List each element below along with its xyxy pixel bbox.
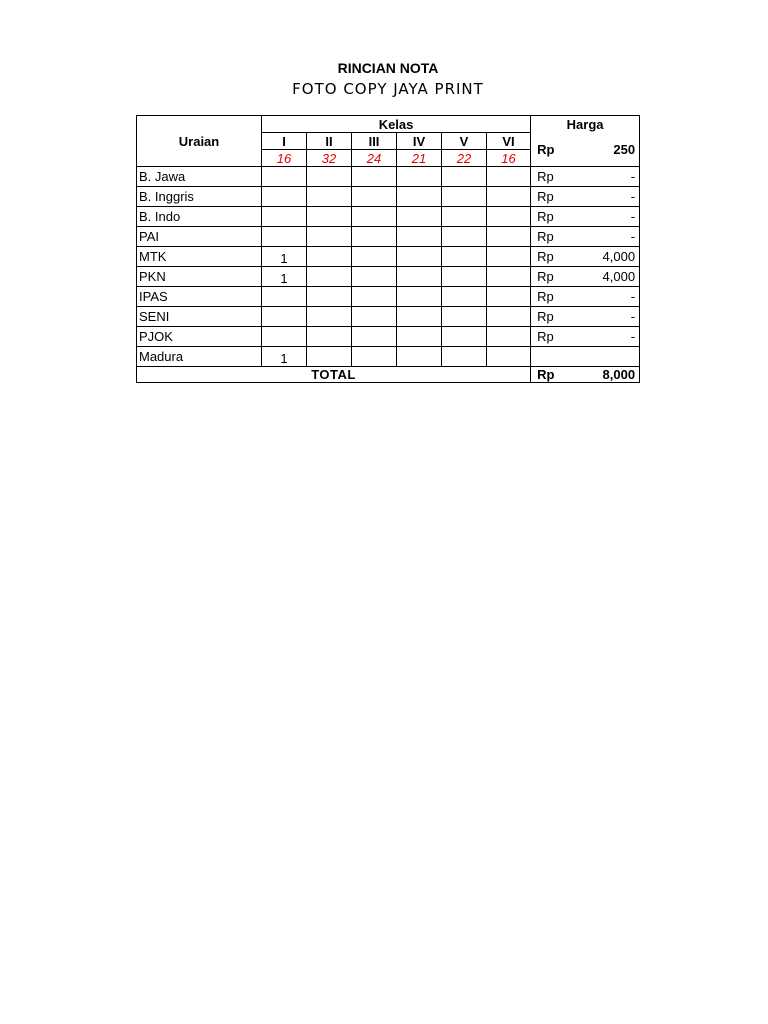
qty-cell [397, 187, 442, 207]
currency-cell: Rp [531, 287, 571, 307]
subject-cell: Madura [137, 347, 262, 367]
qty-cell [307, 227, 352, 247]
qty-cell [352, 267, 397, 287]
qty-cell [307, 267, 352, 287]
currency-cell [531, 347, 571, 367]
qty-cell [352, 167, 397, 187]
currency-cell: Rp [531, 227, 571, 247]
document-title: RINCIAN NOTA [337, 60, 439, 76]
kelas-label-6: VI [487, 133, 531, 150]
qty-cell [307, 287, 352, 307]
subject-cell: B. Inggris [137, 187, 262, 207]
kelas-label-1: I [262, 133, 307, 150]
qty-cell [352, 307, 397, 327]
table-row [137, 267, 640, 287]
qty-cell [397, 207, 442, 227]
qty-cell [262, 307, 307, 327]
qty-cell [397, 287, 442, 307]
qty-cell [397, 347, 442, 367]
qty-cell [307, 247, 352, 267]
amount-cell: - [571, 207, 640, 227]
qty-cell [442, 247, 487, 267]
harga-currency: Rp [531, 133, 571, 167]
qty-cell [262, 187, 307, 207]
kelas-count-5: 22 [442, 150, 487, 167]
qty-cell [352, 347, 397, 367]
amount-cell: - [571, 307, 640, 327]
amount-cell: - [571, 227, 640, 247]
amount-cell [571, 347, 640, 367]
qty-cell [262, 207, 307, 227]
table-row [137, 187, 640, 207]
qty-cell [262, 167, 307, 187]
qty-cell [442, 287, 487, 307]
amount-cell: 4,000 [571, 247, 640, 267]
qty-cell [487, 227, 531, 247]
qty-cell [487, 207, 531, 227]
qty-cell [307, 187, 352, 207]
qty-cell [487, 247, 531, 267]
qty-cell [352, 287, 397, 307]
qty-cell [307, 207, 352, 227]
qty-cell [352, 227, 397, 247]
table-row [137, 247, 640, 267]
qty-cell [307, 347, 352, 367]
table-row [137, 327, 640, 347]
qty-cell [487, 327, 531, 347]
document-subtitle: FOTO COPY JAYA PRINT [292, 80, 484, 98]
table-row [137, 287, 640, 307]
qty-cell [442, 327, 487, 347]
qty-cell [487, 267, 531, 287]
qty-cell [397, 227, 442, 247]
qty-cell [307, 307, 352, 327]
header-row-1 [137, 116, 640, 133]
qty-cell [397, 167, 442, 187]
amount-cell: 4,000 [571, 267, 640, 287]
currency-cell: Rp [531, 207, 571, 227]
kelas-label-2: II [307, 133, 352, 150]
total-label: TOTAL [137, 367, 531, 383]
qty-cell [352, 187, 397, 207]
harga-unit-price: 250 [571, 133, 640, 167]
qty-cell [442, 167, 487, 187]
kelas-count-4: 21 [397, 150, 442, 167]
qty-cell [487, 347, 531, 367]
table-row [137, 167, 640, 187]
kelas-count-1: 16 [262, 150, 307, 167]
qty-cell [397, 327, 442, 347]
qty-cell: 1 [262, 247, 307, 267]
qty-cell [397, 267, 442, 287]
total-row [137, 367, 640, 383]
subject-cell: IPAS [137, 287, 262, 307]
qty-cell [352, 327, 397, 347]
qty-cell [442, 187, 487, 207]
amount-cell: - [571, 187, 640, 207]
qty-cell [442, 207, 487, 227]
qty-cell [352, 247, 397, 267]
total-amount: 8,000 [571, 367, 640, 383]
qty-cell [262, 227, 307, 247]
qty-cell: 1 [262, 347, 307, 367]
qty-cell [487, 307, 531, 327]
qty-cell [397, 307, 442, 327]
qty-cell [442, 227, 487, 247]
qty-cell [442, 267, 487, 287]
qty-cell [307, 167, 352, 187]
qty-cell [262, 287, 307, 307]
currency-cell: Rp [531, 167, 571, 187]
harga-header: Harga [531, 116, 640, 133]
amount-cell: - [571, 167, 640, 187]
currency-cell: Rp [531, 327, 571, 347]
table-row [137, 227, 640, 247]
qty-cell [262, 327, 307, 347]
subject-cell: PKN [137, 267, 262, 287]
subject-cell: MTK [137, 247, 262, 267]
qty-cell [487, 167, 531, 187]
kelas-count-3: 24 [352, 150, 397, 167]
amount-cell: - [571, 327, 640, 347]
qty-cell: 1 [262, 267, 307, 287]
amount-cell: - [571, 287, 640, 307]
table-row [137, 347, 640, 367]
qty-cell [487, 187, 531, 207]
qty-cell [442, 307, 487, 327]
subject-cell: PAI [137, 227, 262, 247]
kelas-header: Kelas [262, 116, 531, 133]
currency-cell: Rp [531, 247, 571, 267]
kelas-label-3: III [352, 133, 397, 150]
table-row [137, 207, 640, 227]
qty-cell [397, 247, 442, 267]
currency-cell: Rp [531, 187, 571, 207]
kelas-label-4: IV [397, 133, 442, 150]
currency-cell: Rp [531, 307, 571, 327]
kelas-label-5: V [442, 133, 487, 150]
invoice-table [136, 115, 640, 383]
qty-cell [442, 347, 487, 367]
subject-cell: B. Indo [137, 207, 262, 227]
kelas-count-2: 32 [307, 150, 352, 167]
subject-cell: PJOK [137, 327, 262, 347]
uraian-header: Uraian [137, 116, 262, 167]
qty-cell [352, 207, 397, 227]
qty-cell [307, 327, 352, 347]
qty-cell [487, 287, 531, 307]
total-currency: Rp [531, 367, 571, 383]
subject-cell: SENI [137, 307, 262, 327]
kelas-count-6: 16 [487, 150, 531, 167]
table-row [137, 307, 640, 327]
subject-cell: B. Jawa [137, 167, 262, 187]
currency-cell: Rp [531, 267, 571, 287]
